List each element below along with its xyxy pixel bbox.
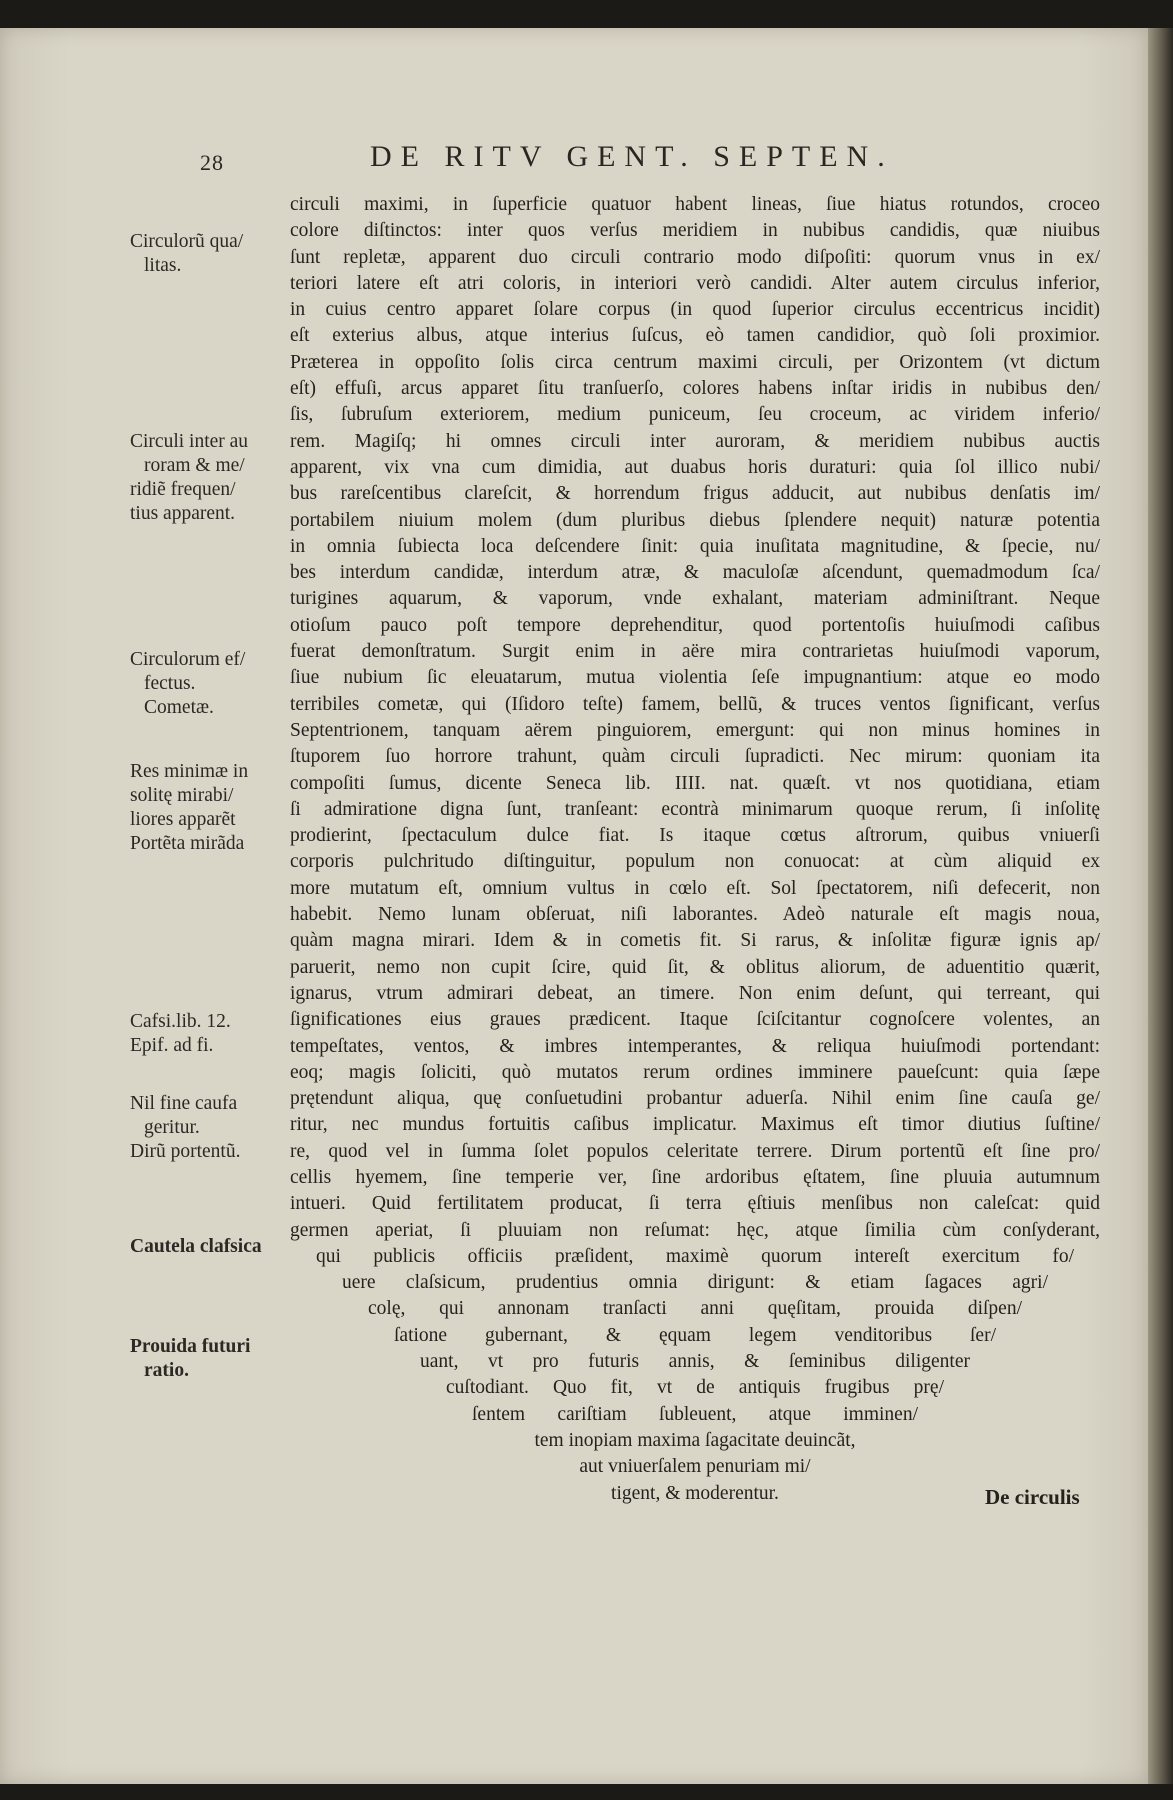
text-line: ſentem cariſtiam ſubleuent, atque imminen/ <box>472 1403 918 1425</box>
text-line: tem inopiam maxima ſagacitate deuincãt, <box>534 1429 856 1451</box>
margin-note-line: Circulorum ef/ <box>130 649 246 670</box>
text-line: uant, vt pro futuris annis, & ſeminibus diligenter <box>420 1351 970 1373</box>
margin-note-line: Nil fine caufa <box>130 1093 238 1114</box>
body-text <box>290 192 1100 1507</box>
text-line: teriori latere eſt atri coloris, in interiori verò candidi. Alter autem circulus inferior, <box>290 272 1100 294</box>
book-spine-edge <box>1148 28 1173 1784</box>
margin-note-line: Prouida futuri <box>130 1336 251 1357</box>
margin-note <box>130 1235 290 1259</box>
text-line: compoſiti ſumus, dicente Seneca lib. IIII. nat. quæſt. vt nos quotidiana, etiam <box>290 772 1100 794</box>
text-line: more mutatum eſt, omnium vultus in cœlo eſt. Sol ſpectatorem, niſi defecerit, non <box>290 877 1100 899</box>
margin-note-line: Cometæ. <box>144 697 214 718</box>
text-line: ſatione gubernant, & ęquam legem venditoribus ſer/ <box>394 1324 996 1346</box>
text-line: paruerit, nemo non cupit ſcire, quid ſit, & oblitus aliorum, de aduentitio quærit, <box>290 956 1100 978</box>
margin-note <box>130 760 290 856</box>
text-line: tempeſtates, ventos, & imbres intemperantes, & reliqua huiuſmodi portendant: <box>290 1035 1100 1057</box>
page-header <box>200 140 1100 175</box>
margin-note-line: ridiẽ frequen/ <box>130 479 236 500</box>
text-line: corporis pulchritudo diſtinguitur, populum non conuocat: at cùm aliquid ex <box>290 851 1100 873</box>
text-line: uere claſsicum, prudentius omnia dirigunt: & etiam ſagaces agri/ <box>342 1272 1048 1294</box>
text-line: ritur, nec mundus fortuitis caſibus implicatur. Maximus eſt timor diutius ſuſtine/ <box>290 1114 1100 1136</box>
text-line: cuſtodiant. Quo fit, vt de antiquis frugibus prę/ <box>446 1377 944 1399</box>
text-line: qui publicis officiis præſident, maximè quorum intereſt exercitum fo/ <box>316 1245 1074 1267</box>
text-line: prętendunt aliqua, quę conſuetudini probantur aduerſa. Nihil enim ſine cauſa ge/ <box>290 1088 1100 1110</box>
margin-note <box>130 1010 290 1058</box>
text-line: colore diſtinctos: inter quos verſus meridiem in nubibus candidis, quæ niuibus <box>290 220 1100 242</box>
text-line: habebit. Nemo lunam obſeruat, niſi laborantes. Adeò naturale eſt magis noua, <box>290 904 1100 926</box>
margin-note-line: Cautela clafsica <box>130 1236 262 1257</box>
text-line: germen aperiat, ſi pluuiam non reſumat: hęc, atque ſimilia cùm conſyderant, <box>290 1219 1100 1241</box>
text-line: tigent, & moderentur. <box>611 1482 779 1504</box>
margin-note <box>130 1335 290 1383</box>
text-line: ſis, ſubruſum exteriorem, medium puniceum, ſeu croceum, ac viridem inferio/ <box>290 404 1100 426</box>
text-line: ignarus, vtrum admirari debeat, an timere. Non enim deſunt, qui terreant, qui <box>290 982 1100 1004</box>
margin-note-line: ratio. <box>144 1360 189 1381</box>
margin-note-line: Res minimæ in <box>130 761 249 782</box>
margin-note-line: Portẽta mirãda <box>130 833 245 854</box>
text-line: ſunt repletæ, apparent duo circuli contrario modo diſpoſiti: quorum vnus in ex/ <box>290 246 1100 268</box>
text-line: terribiles cometæ, qui (Iſidoro teſte) famem, bellũ, & truces ventos ſignificant, verſus <box>290 693 1100 715</box>
text-line: eſt) effuſi, arcus apparet ſitu tranſuerſo, colores habens inſtar iridis in nubibus den/ <box>290 378 1100 400</box>
margin-note-line: Circulorũ qua/ <box>130 231 244 252</box>
margin-note <box>130 1092 290 1164</box>
margin-note-line: liores apparẽt <box>130 809 236 830</box>
page-number: 28 <box>200 150 224 175</box>
text-line: cellis hyemem, ſine temperie ver, ſine ardoribus ęſtatem, ſine pluuia autumnum <box>290 1166 1100 1188</box>
text-line: ſtuporem ſuo horrore trahunt, quàm circuli ſupradicti. Nec mirum: quoniam ita <box>290 746 1100 768</box>
text-line: ſi admiratione digna ſunt, tranſeant: econtrà minimarum quoque rerum, ſi inſolitę <box>290 798 1100 820</box>
margin-note-line: fectus. <box>144 673 196 694</box>
text-line: intueri. Quid fertilitatem producat, ſi terra ęſtiuis menſibus non caleſcat: quid <box>290 1193 1100 1215</box>
text-line: portabilem niuium molem (dum pluribus diebus ſplendere nequit) naturæ potentia <box>290 509 1100 531</box>
margin-note <box>130 230 290 278</box>
margin-note-line: Dirũ portentũ. <box>130 1141 241 1162</box>
text-line: Præterea in oppoſito ſolis circa centrum maximi circuli, per Orizontem (vt dictum <box>290 351 1100 373</box>
text-line: aut vniuerſalem penuriam mi/ <box>579 1456 811 1478</box>
text-line: ſignificationes eius graues prædicent. Itaque ſciſcitantur cognoſcere volentes, an <box>290 1009 1100 1031</box>
text-line: eoq; magis ſoliciti, quò mutatos rerum ordines imminere paueſcunt: quia ſæpe <box>290 1061 1100 1083</box>
text-line: in omnia ſubiecta loca deſcendere ſinit: quia inuſitata magnitudine, & ſpecie, nu/ <box>290 535 1100 557</box>
text-line: in cuius centro apparet ſolare corpus (in quod ſuperior circulus eccentricus incidit) <box>290 299 1100 321</box>
margin-note-line: solitę mirabi/ <box>130 785 234 806</box>
text-line: rem. Magiſq; hi omnes circuli inter auroram, & meridiem nubibus auctis <box>290 430 1100 452</box>
catchword: De circulis <box>985 1485 1080 1509</box>
text-line: ſiue nubium ſic eleuatarum, mutua violentia ſeſe impugnantium: atque eo modo <box>290 667 1100 689</box>
text-line: colę, qui annonam tranſacti anni quęſitam, prouida diſpen/ <box>368 1298 1022 1320</box>
text-line: turigines aquarum, & vaporum, vnde exhalant, materiam adminiſtrant. Neque <box>290 588 1100 610</box>
margin-note-line: Epif. ad fi. <box>130 1035 214 1056</box>
text-line: bus rareſcentibus clareſcit, & horrendum frigus adducit, aut nubibus denſatis im/ <box>290 483 1100 505</box>
margin-note-line: geritur. <box>144 1117 200 1138</box>
text-line: eſt exterius albus, atque interius ſuſcus, eò tamen candidior, quò ſoli proximior. <box>290 325 1100 347</box>
text-line: prodierint, ſpectaculum dulce fiat. Is itaque cœtus aſtrorum, quibus vniuerſi <box>290 825 1100 847</box>
text-line: fuerat demonſtratum. Surgit enim in aëre mira contrarietas huiuſmodi vaporum, <box>290 641 1100 663</box>
margin-note-line: litas. <box>144 255 182 276</box>
running-title: DE RITV GENT. SEPTEN. <box>370 140 894 173</box>
margin-note-line: roram & me/ <box>144 455 245 476</box>
margin-note <box>130 648 290 720</box>
margin-note-line: Circuli inter au <box>130 431 249 452</box>
text-line: quàm magna mirari. Idem & in cometis fit. Si rarus, & inſolitæ figuræ ignis ap/ <box>290 930 1100 952</box>
margin-note-line: tius apparent. <box>130 503 236 524</box>
text-line: circuli maximi, in ſuperficie quatuor habent lineas, ſiue hiatus rotundos, croceo <box>290 194 1100 215</box>
margin-note-line: Cafsi.lib. 12. <box>130 1011 231 1032</box>
text-line: bes interdum candidæ, interdum atræ, & maculoſæ aſcendunt, quemadmodum ſca/ <box>290 562 1100 584</box>
text-line: otioſum pauco poſt tempore deprehenditur, quod portentoſis huiuſmodi caſibus <box>290 614 1100 636</box>
text-line: apparent, vix vna cum dimidia, aut duabus horis duraturi: quia ſol illico nubi/ <box>290 456 1100 478</box>
text-line: re, quod vel in ſumma ſolet populos celeritate terrere. Dirum portentũ eſt ſine pro/ <box>290 1140 1100 1162</box>
margin-note <box>130 430 290 526</box>
text-line: Septentrionem, tanquam aërem pinguiorem, emergunt: qui non minus homines in <box>290 719 1100 741</box>
